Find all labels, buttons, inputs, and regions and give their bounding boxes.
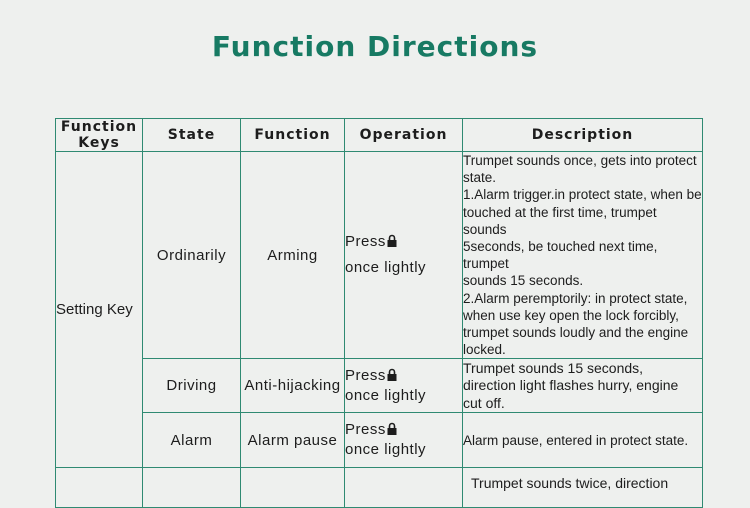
description-line: direction light flashes hurry, engine (463, 377, 679, 394)
function-cell: Alarm pause (241, 413, 345, 468)
description-line: sounds 15 seconds. (463, 273, 584, 289)
description-line: 1.Alarm trigger.in protect state, when be (463, 187, 702, 203)
function-table (55, 118, 703, 508)
header-state: State (143, 119, 241, 152)
description-line: state. (463, 170, 497, 186)
header-function-keys: Function Keys (56, 119, 143, 152)
description-line: trumpet sounds loudly and the engine (463, 325, 689, 341)
once-lightly-text: once lightly (345, 259, 427, 277)
description-line: cut off. (463, 394, 505, 411)
state-cell: Ordinarily (143, 152, 241, 359)
state-cell (143, 468, 241, 508)
state-cell: Alarm (143, 413, 241, 468)
press-text: Press (345, 233, 386, 251)
lock-icon (387, 368, 397, 381)
press-text: Press (345, 421, 386, 439)
header-function: Function (241, 119, 345, 152)
description-line: Trumpet sounds once, gets into protect (463, 153, 697, 168)
description-line: locked. (463, 342, 506, 358)
once-lightly-text: once lightly (345, 441, 427, 459)
table-row (56, 468, 703, 508)
once-lightly-text: once lightly (345, 386, 427, 404)
function-cell: Anti-hijacking (241, 359, 345, 413)
lock-icon (387, 234, 397, 247)
description-line: Alarm pause, entered in protect state. (463, 432, 689, 448)
press-text: Press (345, 366, 386, 384)
header-operation: Operation (345, 119, 463, 152)
setting-key-cell: Setting Key (56, 152, 143, 468)
state-cell: Driving (143, 359, 241, 413)
lock-icon (387, 422, 397, 435)
description-line: when use key open the lock forcibly, (463, 307, 679, 323)
description-cell (463, 152, 703, 359)
description-line: 2.Alarm peremptorily: in protect state, (463, 290, 688, 306)
operation-cell (345, 152, 463, 359)
description-cell (463, 468, 703, 508)
table-header-row (56, 119, 703, 152)
description-cell (463, 359, 703, 413)
table-row (56, 152, 703, 359)
operation-cell (345, 359, 463, 413)
function-cell: Arming (241, 152, 345, 359)
key-cell (56, 468, 143, 508)
table-row (56, 359, 703, 413)
description-line: Trumpet sounds twice, direction (471, 475, 669, 492)
description-line: 5seconds, be touched next time, trumpet (463, 239, 658, 272)
description-line: touched at the first time, trumpet sounds (463, 204, 657, 237)
page-title: Function Directions (211, 30, 539, 63)
header-description: Description (463, 119, 703, 152)
description-line: Trumpet sounds 15 seconds, (463, 360, 644, 377)
function-cell (241, 468, 345, 508)
operation-cell (345, 468, 463, 508)
